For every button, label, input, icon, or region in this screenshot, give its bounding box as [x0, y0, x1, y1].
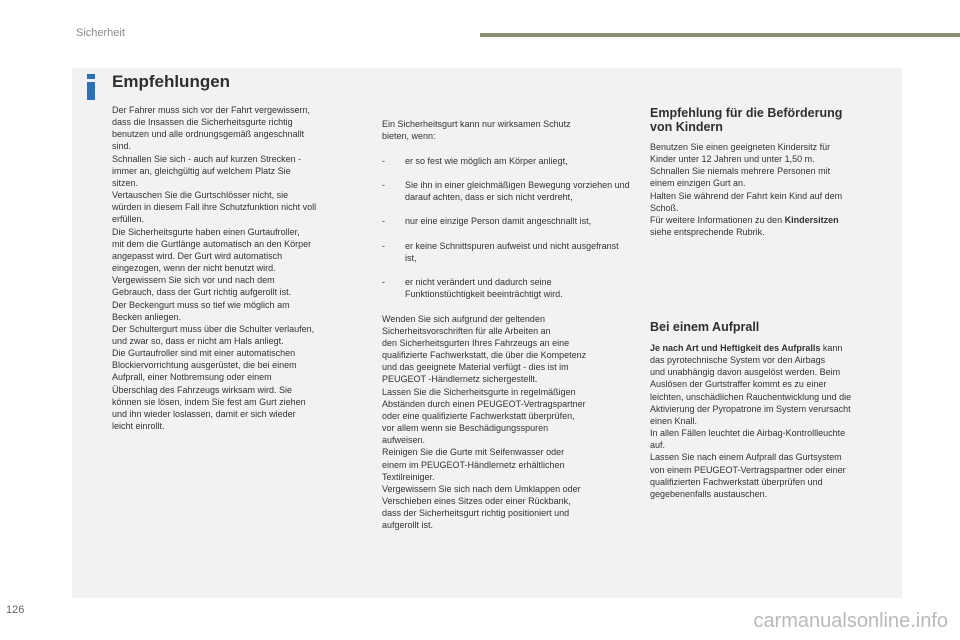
conditions-outro: Wenden Sie sich aufgrund der geltenden Sicherheitsvorschriften für alle Arbeiten an den Sicherheitsgurten Ihres Fahrzeugs an eine qualifizierte Fachwerkstatt, die über die Kompetenz und das geeignete Material verfügt - dies ist im PEUGEOT -Händlernetz sichergestellt. Lassen Sie die Sicherheitsgurte in regelmäßigen Abständen durch einen PEUGEOT-Vertragspartner oder eine qualifizierte Fachwerkstatt überprüfen, vor allem wenn sie Beschädigungsspuren aufweisen. Reinigen Sie die Gurte mit Seifenwasser oder einem im PEUGEOT-Händlernetz erhältlichen Textilreiniger. Vergewissern Sie sich nach dem Umklappen oder Verschieben eines Sitzes oder einer Rückbank, dass der Sicherheitsgurt richtig positioniert und aufgerollt ist.: [382, 313, 587, 531]
impact-text: [650, 342, 896, 500]
child-transport-text: [650, 141, 896, 238]
bullet-text: nur eine einzige Person damit angeschnallt ist,: [405, 216, 592, 227]
bullet-text: er keine Schnittspuren aufweist und nicht ausgefranst ist,: [405, 240, 619, 263]
conditions-intro: Ein Sicherheitsgurt kann nur wirksamen Schutz bieten, wenn:: [382, 119, 571, 142]
page-title: Empfehlungen: [112, 72, 231, 91]
list-item: [382, 276, 632, 300]
impact-lead: Je nach Art und Heftigkeit des Aufpralls: [650, 343, 821, 353]
info-icon: [84, 74, 98, 100]
bullet-text: er so fest wie möglich am Körper anliegt,: [405, 155, 568, 166]
bullet-dash: -: [382, 155, 385, 166]
list-item: [382, 215, 632, 227]
bullet-dash: -: [382, 277, 385, 288]
bullet-text: Sie ihn in einer gleichmäßigen Bewegung vorziehen und darauf achten, dass er sich nicht verdreht,: [405, 179, 630, 203]
header-rule: [480, 33, 960, 37]
page-number: 126: [6, 604, 25, 616]
watermark: carmanualsonline.info: [753, 610, 948, 632]
child-transport-heading: Empfehlung für die Beförderung von Kindern: [650, 106, 843, 134]
child-transport-tail: siehe entsprechende Rubrik.: [650, 227, 765, 238]
bullet-dash: -: [382, 179, 385, 190]
bullet-dash: -: [382, 240, 385, 251]
section-label: Sicherheit: [76, 27, 125, 39]
seatbelt-conditions: [382, 106, 632, 544]
list-item: [382, 240, 632, 264]
bullet-dash: -: [382, 216, 385, 227]
child-transport-body: Benutzen Sie einen geeigneten Kindersitz für Kinder unter 12 Jahren und unter 1,50 m. Schnallen Sie niemals mehrere Personen mit einem einzigen Gurt an. Halten Sie während der Fahrt kein Kind auf dem Schoß. Für weitere Informationen zu den: [650, 142, 843, 225]
bullet-text: er nicht verändert und dadurch seine Funktionstüchtigkeit beeinträchtigt wird.: [405, 277, 563, 300]
impact-heading: Bei einem Aufprall: [650, 320, 760, 334]
impact-body: kann das pyrotechnische System vor den Airbags und unabhängig davon ausgelöst werden. Beim Auslösen der Gurtstraffer kommt es zu einer leichten, unschädlichen Rauchentwicklung und die Aktivierung der Pyropatrone im System verursacht einen Knall. In allen Fällen leuchtet die Airbag-Kontrollleuchte auf. Lassen Sie nach einem Aufprall das Gurtsystem von einem PEUGEOT-Vertragspartner oder einer qualifizierten Fachwerkstatt überprüfen und gegebenenfalls austauschen.: [650, 343, 852, 499]
list-item: [382, 179, 632, 203]
child-seats-term: Kindersitzen: [784, 214, 839, 225]
list-item: [382, 155, 632, 167]
seatbelt-instructions: Der Fahrer muss sich vor der Fahrt vergewissern, dass die Insassen die Sicherheitsgurte richtig benutzen und alle ordnungsgemäß angeschnallt sind. Schnallen Sie sich - auch auf kurzen Strecken - immer an, gleichgültig auf welchem Platz Sie sitzen. Vertauschen Sie die Gurtschlösser nicht, sie würden in diesem Fall ihre Schutzfunktion nicht voll erfüllen. Die Sicherheitsgurte haben einen Gurtaufroller, mit dem die Gurtlänge automatisch an den Körper angepasst wird. Der Gurt wird automatisch eingezogen, wenn der nicht benutzt wird. Vergewissern Sie sich vor und nach dem Gebrauch, dass der Gurt richtig aufgerollt ist. Der Beckengurt muss so tief wie möglich am Becken anliegen. Der Schultergurt muss über die Schulter verlaufen, und zwar so, dass er nicht am Hals anliegt. Die Gurtaufroller sind mit einer automatischen Blockiervorrichtung ausgerüstet, die bei einem Aufprall, einer Notbremsung oder einem Überschlag des Fahrzeugs wirksam wird. Sie können sie lösen, indem Sie fest am Gurt ziehen und ihn wieder loslassen, damit er sich wieder leicht einrollt.: [112, 105, 317, 432]
